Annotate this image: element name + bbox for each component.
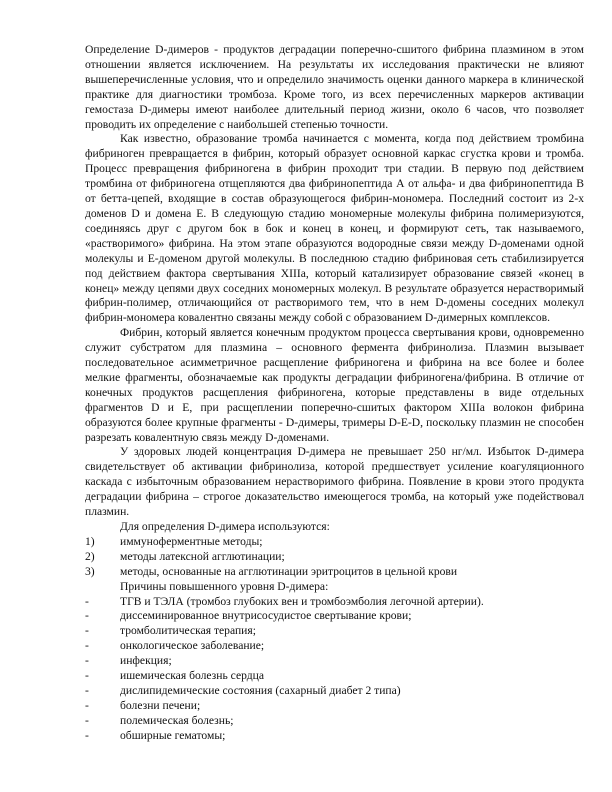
methods-list — [85, 535, 584, 580]
list-item-dash: - — [85, 594, 89, 608]
list-item — [85, 684, 584, 699]
list-item-number: 1) — [85, 534, 95, 548]
paragraph-thrombus-formation: Как известно, образование тромба начинается с момента, когда под действием тромбина фибриноген превращается в фибрин, который образует основной каркас сгустка крови и тромба. Процесс превращения фибриногена в фибрин проходит три стадии. В первую под действием тромбина от фибриногена отщепляются два фибринопептида А от альфа- и два фибринопептида В от бетта-цепей, входящие в состав образующегося фибрин-мономера. Последний состоит из 2-х доменов D и домена E. В следующую стадию мономерные молекулы фибрина полимеризуются, соединяясь друг с другом бок в бок и конец в конец, и формируют сеть, так называемого, «растворимого» фибрина. На этом этапе образуются водородные связи между D-доменами одной молекулы и E-доменом другой молекулы. В последнюю стадию фибриновая сеть стабилизируется под действием фактора свертывания XIIIa, который катализирует образование связей «конец в конец» между цепями двух соседних мономерных молекул. В результате образуется нерастворимый фибрин-полимер, отличающийся от растворимого тем, что в нем D-домены соседних молекул фибрин-мономера ковалентно связаны между собой с образованием D-димерных комплексов. — [85, 132, 584, 325]
list-item — [85, 729, 584, 744]
list-item — [85, 699, 584, 714]
list-item — [85, 609, 584, 624]
list-item-text: полемическая болезнь; — [120, 713, 234, 727]
list-item-dash: - — [85, 639, 89, 653]
list-item-dash: - — [85, 609, 89, 623]
list-item — [85, 550, 584, 565]
list-item-text: иммуноферментные методы; — [120, 534, 263, 548]
list-item — [85, 714, 584, 729]
list-item-text: методы латексной агглютинации; — [120, 549, 285, 563]
causes-list — [85, 595, 584, 744]
list-item-dash: - — [85, 683, 89, 697]
list-item — [85, 639, 584, 654]
list-item-text: ишемическая болезнь сердца — [120, 669, 264, 683]
list-item — [85, 565, 584, 580]
list-item — [85, 624, 584, 639]
list-item-text: болезни печени; — [120, 698, 201, 712]
methods-intro: Для определения D-димера используются: — [120, 520, 330, 533]
list-item-number: 3) — [85, 564, 95, 578]
document-page — [85, 43, 584, 744]
list-item-text: дислипидемические состояния (сахарный диабет 2 типа) — [120, 683, 401, 697]
list-item — [85, 669, 584, 684]
list-item-dash: - — [85, 713, 89, 727]
list-item-number: 2) — [85, 549, 95, 563]
list-item-dash: - — [85, 728, 89, 742]
list-item-text: онкологическое заболевание; — [120, 639, 265, 653]
list-item — [85, 595, 584, 610]
list-item-dash: - — [85, 669, 89, 683]
list-item — [85, 535, 584, 550]
list-item-dash: - — [85, 624, 89, 638]
list-item-text: диссеминированное внутрисосудистое свертывание крови; — [120, 609, 412, 623]
list-item-text: инфекция; — [120, 654, 172, 668]
paragraph-fibrinolysis: Фибрин, который является конечным продуктом процесса свертывания крови, одновременно служит субстратом для плазмина – основного фермента фибринолиза. Плазмин вызывает последовательное асимметричное расщепление фибриногена и фибрина на все более и более мелкие фрагменты, обозначаемые как продукты деградации фибриногена/фибрина. В отличие от конечных продуктов расщепления фибриногена, которые представлены в виде отдельных фрагментов D и E, при расщеплении поперечно-сшитых фактором XIIIa волокон фибрина образуются более крупные фрагменты - D-димеры, тримеры D-E-D, поскольку плазмин не способен разрезать ковалентную связь между D-доменами. — [85, 326, 584, 444]
causes-intro: Причины повышенного уровня D-димера: — [120, 579, 329, 593]
list-item-text: тромболитическая терапия; — [120, 624, 256, 638]
paragraph-d-dimer-definition: Определение D-димеров - продуктов деградации поперечно-сшитого фибрина плазмином в этом отношении является исключением. На результаты их исследования практически не влияют вышеперечисленные условия, что и определило значимость оценки данного маркера в клинической практике для диагностики тромбоза. Кроме того, из всех перечисленных маркеров активации гемостаза D-димеры имеют наиболее длительный период жизни, около 6 часов, что позволяет проводить их определение с наибольшей степенью точности. — [85, 43, 584, 131]
list-item — [85, 654, 584, 669]
list-item-text: методы, основанные на агглютинации эритроцитов в цельной крови — [120, 564, 458, 578]
list-item-text: обширные гематомы; — [120, 728, 226, 742]
list-item-dash: - — [85, 654, 89, 668]
list-item-dash: - — [85, 698, 89, 712]
paragraph-healthy-concentration: У здоровых людей концентрация D-димера не превышает 250 нг/мл. Избыток D-димера свидетельствует об активации фибринолиза, которой предшествует усиление коагуляционного каскада с избыточным образованием нерастворимого фибрина. Появление в крови этого продукта деградации фибрина – строгое доказательство имеющегося тромба, на который уже подействовал плазмин. — [85, 445, 584, 519]
list-item-text: ТГВ и ТЭЛА (тромбоз глубоких вен и тромбоэмболия легочной артерии). — [120, 594, 484, 608]
